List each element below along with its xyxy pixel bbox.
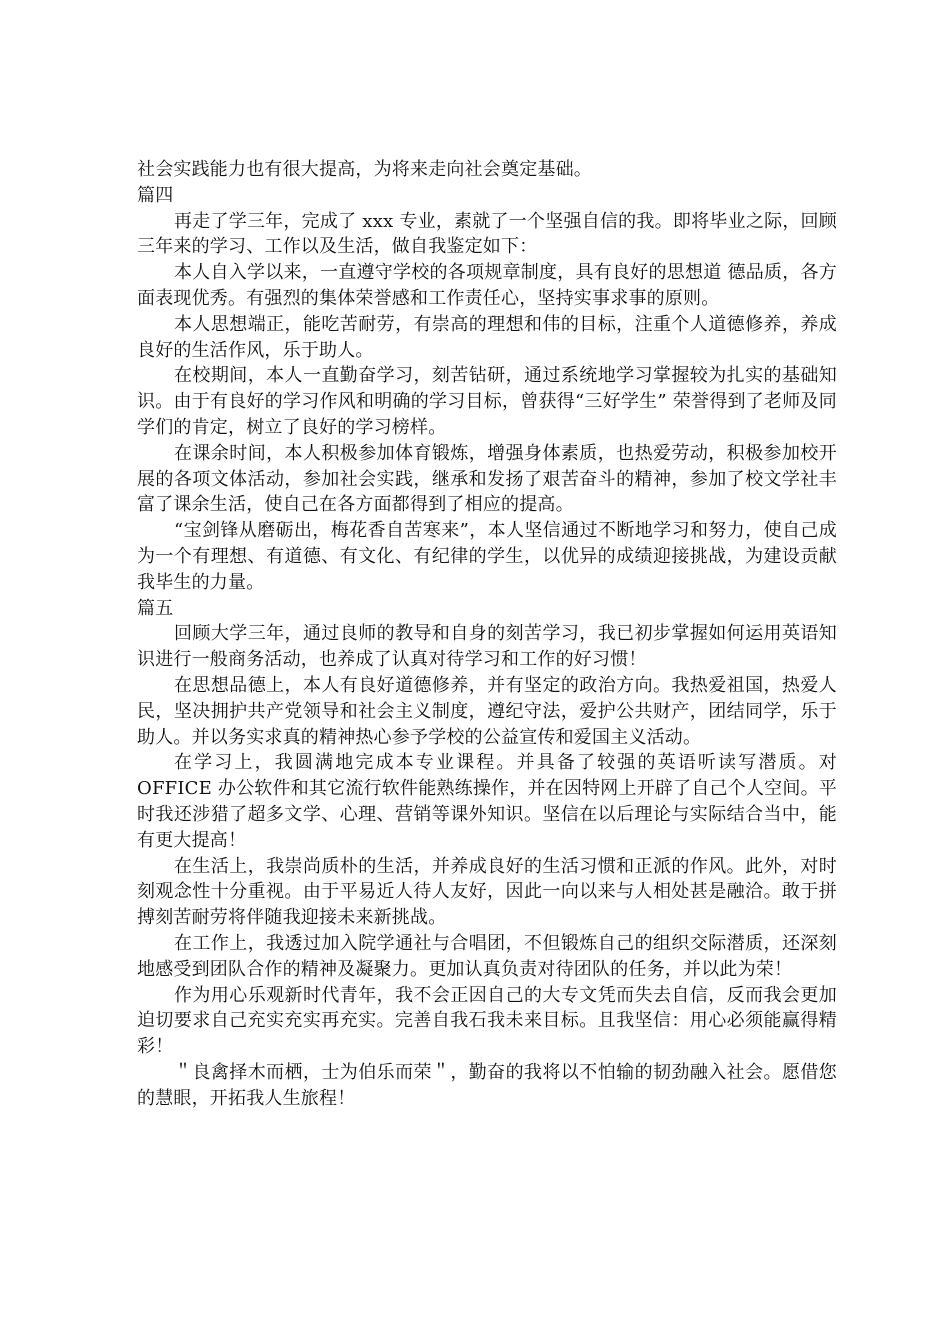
section-heading-4: 篇四 — [137, 184, 174, 206]
document-body — [137, 157, 837, 1111]
paragraph: 在课余时间，本人积极参加体育锻炼，增强身体素质，也热爱劳动，积极参加校开展的各项文体活动，参加社会实践，继承和发扬了艰苦奋斗的精神，参加了校文学社丰富了课余生活，使自己在各方面都得到了相应的提高。 — [137, 442, 837, 516]
paragraph: 在学习上，我圆满地完成本专业课程。并具备了较强的英语听读写潜质。对 OFFICE 办公软件和其它流行软件能熟练操作，并在因特网上开辟了自己个人空间。平时我还涉猎了超多文学、心理、营销等课外知识。坚信在以后理论与实际结合当中，能有更大提高！ — [137, 752, 837, 851]
paragraph: 在校期间，本人一直勤奋学习，刻苦钻研，通过系统地学习掌握较为扎实的基础知识。由于有良好的学习作风和明确的学习目标，曾获得“三好学生” 荣誉得到了老师及同学们的肯定，树立了良好的学习榜样。 — [137, 365, 837, 438]
paragraph: 回顾大学三年，通过良师的教导和自身的刻苦学习，我已初步掌握如何运用英语知识进行一般商务活动，也养成了认真对待学习和工作的好习惯！ — [137, 623, 837, 671]
paragraph: “宝剑锋从磨砺出，梅花香自苦寒来”，本人坚信通过不断地学习和努力，使自己成为一个有理想、有道德、有文化、有纪律的学生，以优异的成绩迎接挑战，为建设贡献我毕生的力量。 — [137, 520, 837, 593]
section-heading-5: 篇五 — [137, 597, 174, 619]
paragraph: 本人自入学以来，一直遵守学校的各项规章制度，具有良好的思想道 德品质，各方面表现优秀。有强烈的集体荣誉感和工作责任心，坚持实事求事的原则。 — [137, 262, 837, 309]
paragraph: ＂良禽择木而栖，士为伯乐而荣＂，勤奋的我将以不怕输的韧劲融入社会。愿借您的慧眼，开拓我人生旅程！ — [137, 1061, 837, 1109]
paragraph-continuation: 社会实践能力也有很大提高，为将来走向社会奠定基础。 — [137, 159, 592, 180]
paragraph: 在思想品德上，本人有良好道德修养，并有坚定的政治方向。我热爱祖国，热爱人民，坚决拥护共产党领导和社会主义制度，遵纪守法，爱护公共财产，团结同学，乐于助人。并以务实求真的精神热心参予学校的公益宣传和爱国主义活动。 — [137, 674, 837, 748]
paragraph: 在生活上，我崇尚质朴的生活，并养成良好的生活习惯和正派的作风。此外，对时刻观念性十分重视。由于平易近人待人友好，因此一向以来与人相处甚是融洽。敢于拼搏刻苦耐劳将伴随我迎接未来新挑战。 — [137, 855, 837, 929]
paragraph: 作为用心乐观新时代青年，我不会正因自己的大专文凭而失去自信，反而我会更加迫切要求自己充实充实再充实。完善自我石我未来目标。且我坚信：用心必须能赢得精彩！ — [137, 984, 837, 1058]
paragraph: 在工作上，我透过加入院学通社与合唱团，不但锻炼自己的组织交际潜质，还深刻地感受到团队合作的精神及凝聚力。更加认真负责对待团队的任务，并以此为荣！ — [137, 932, 837, 980]
paragraph: 再走了学三年，完成了 xxx 专业，素就了一个坚强自信的我。即将毕业之际，回顾三年来的学习、工作以及生活，做自我鉴定如下： — [137, 210, 837, 258]
paragraph: 本人思想端正，能吃苦耐劳，有崇高的理想和伟的目标，注重个人道德修养，养成良好的生活作风，乐于助人。 — [137, 313, 837, 361]
